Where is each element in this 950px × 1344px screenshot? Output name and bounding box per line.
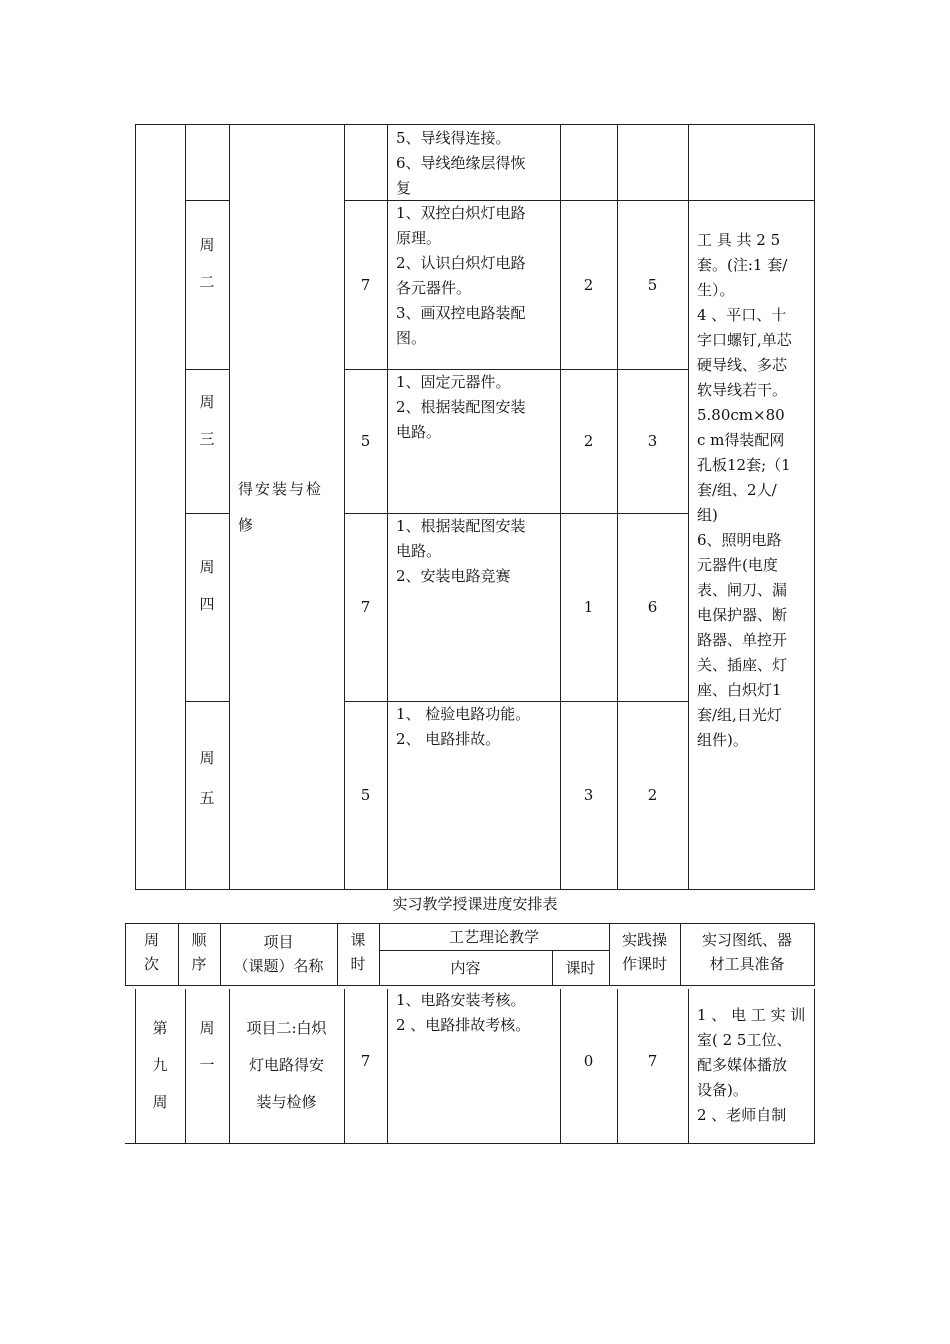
row4-content: 1、 检验电路功能。 2、 电路排故。: [396, 705, 531, 748]
row-week: 第 九 周: [152, 1019, 168, 1111]
header-order: 顺 序: [191, 931, 207, 973]
project-name-continued: 得安装与检 修: [238, 480, 324, 534]
row4-practice: 2: [647, 786, 658, 804]
row1-content: 1、双控白炽灯电路 原理。 2、认识白炽灯电路 各元器件。 3、画双控电路装配 图。: [396, 204, 526, 347]
row-hours: 7: [360, 1052, 371, 1070]
row-content: 1、电路安装考核。 2 、电路排故考核。: [396, 991, 531, 1034]
row1-practice: 5: [647, 275, 658, 294]
header-materials: 实习图纸、器 材工具准备: [701, 931, 792, 973]
row2-theory: 2: [583, 432, 594, 450]
header-week: 周 次: [143, 931, 159, 973]
row3-practice: 6: [647, 598, 658, 616]
header-hours: 课 时: [350, 931, 366, 973]
row2-day: 周 三: [199, 393, 215, 448]
materials-list: 工 具 共 2 5 套。(注:1 套/ 生）。 4 、平口、十 字口螺钉,单芯 硬导线、多芯 软导线若干。 5.80cm×80 c m得装配网 孔板12套;（1 套/组、2人/ 组) 6、照明电路 元器件(电度 表、闸刀、漏 电保护器、断 路器、单控开 关、插座、灯 座、白炽灯1 套/组,日光灯 组件)。: [697, 231, 792, 749]
row3-theory: 1: [583, 598, 594, 616]
row1-theory: 2: [583, 275, 594, 294]
row-theory: 0: [583, 1052, 594, 1070]
row4-hours: 5: [360, 786, 371, 804]
table-caption: 实习教学授课进度安排表: [392, 895, 558, 913]
row4-day: 周 五: [199, 749, 215, 807]
row2-practice: 3: [647, 432, 658, 450]
row3-content: 1、根据装配图安装 电路。 2、安装电路竞赛: [396, 517, 526, 585]
header-project: 项目 （课题）名称: [233, 933, 324, 975]
row-materials: 1 、 电 工 实 训 室( 2 5工位、 配多媒体播放 设备)。 2 、老师自制: [697, 1006, 806, 1124]
row-order: 周 一: [199, 1019, 215, 1074]
row4-theory: 3: [583, 786, 594, 804]
row3-hours: 7: [360, 598, 371, 616]
header-theory-group: 工艺理论教学: [448, 928, 539, 946]
row0-content: 5、导线得连接。 6、导线绝缘层得恢 复: [396, 129, 526, 197]
header-practice: 实践操 作课时: [621, 931, 667, 973]
row3-day: 周 四: [199, 558, 215, 613]
header-theory-hours: 课时: [565, 959, 596, 977]
header-content: 内容: [450, 959, 481, 977]
row2-hours: 5: [360, 432, 371, 450]
row-practice: 7: [647, 1052, 658, 1070]
row2-content: 1、固定元器件。 2、根据装配图安装 电路。: [396, 373, 526, 441]
row-project: 项目二:白炽 灯电路得安 装与检修: [246, 1019, 327, 1111]
row1-day: 周 二: [199, 236, 215, 291]
row1-hours: 7: [360, 275, 371, 294]
